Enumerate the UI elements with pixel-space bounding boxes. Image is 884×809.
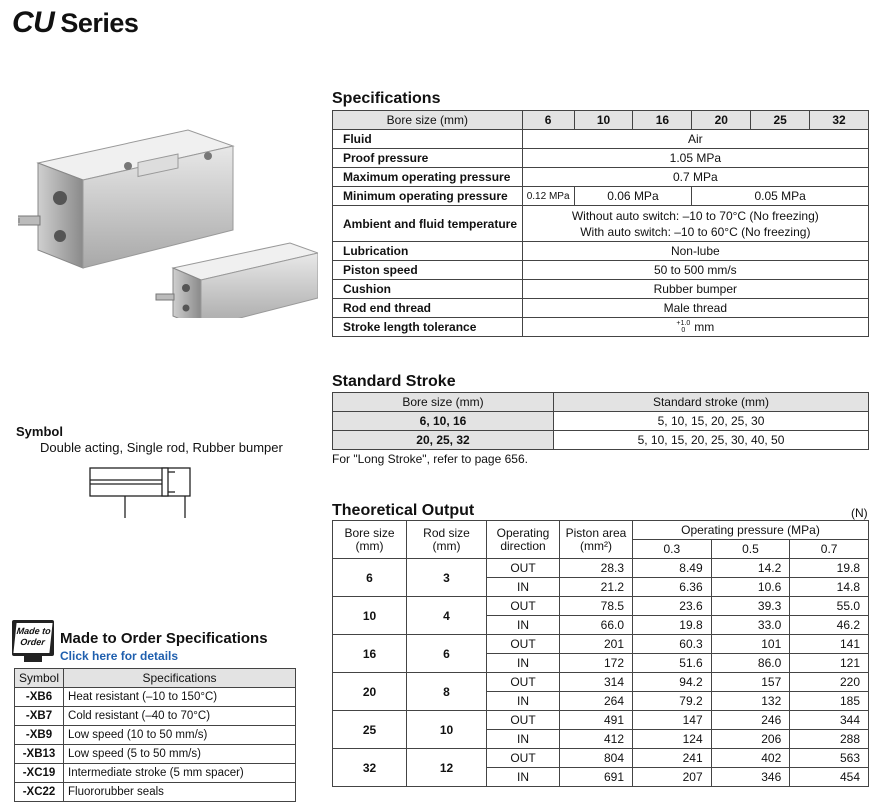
output-force: 101	[711, 635, 790, 654]
output-direction: OUT	[487, 673, 560, 692]
stroke-col-bore: Bore size (mm)	[333, 393, 554, 412]
mto-symbol: -XB13	[15, 745, 64, 764]
spec-value: 0.05 MPa	[692, 187, 869, 206]
pressure-col: 0.3	[633, 540, 712, 559]
spec-label: Stroke length tolerance	[333, 318, 523, 337]
output-force: 94.2	[633, 673, 712, 692]
output-force: 147	[633, 711, 712, 730]
output-bore: 10	[333, 597, 407, 635]
output-rod: 6	[407, 635, 487, 673]
mto-spec: Fluororubber seals	[64, 783, 296, 802]
output-force: 346	[711, 768, 790, 787]
spec-value: Male thread	[522, 299, 868, 318]
spec-label: Minimum operating pressure	[333, 187, 523, 206]
col-rod	[407, 521, 487, 559]
mto-spec: Intermediate stroke (5 mm spacer)	[64, 764, 296, 783]
mto-spec: Cold resistant (–40 to 70°C)	[64, 707, 296, 726]
output-direction: OUT	[487, 749, 560, 768]
stroke-bore: 20, 25, 32	[333, 431, 554, 450]
output-piston-area: 491	[560, 711, 633, 730]
output-row	[333, 559, 869, 578]
col-direction	[487, 521, 560, 559]
output-piston-area: 78.5	[560, 597, 633, 616]
cylinder-symbol-icon	[85, 458, 210, 520]
output-direction: IN	[487, 616, 560, 635]
stroke-col-stroke: Standard stroke (mm)	[554, 393, 869, 412]
mto-col-spec: Specifications	[64, 669, 296, 688]
standard-stroke-heading: Standard Stroke	[332, 373, 456, 390]
spec-value-ambient	[522, 206, 868, 242]
output-force: 55.0	[790, 597, 869, 616]
output-force: 157	[711, 673, 790, 692]
specifications-heading: Specifications	[332, 90, 441, 107]
output-direction: IN	[487, 578, 560, 597]
mto-symbol: -XB9	[15, 726, 64, 745]
made-to-order-badge-icon	[12, 620, 54, 662]
col-bore	[333, 521, 407, 559]
bore-size-header: Bore size (mm)	[333, 111, 523, 130]
spec-value: 0.12 MPa	[522, 187, 574, 206]
stroke-bore: 6, 10, 16	[333, 412, 554, 431]
output-force: 124	[633, 730, 712, 749]
mto-spec: Heat resistant (–10 to 150°C)	[64, 688, 296, 707]
output-force: 241	[633, 749, 712, 768]
output-row	[333, 635, 869, 654]
output-force: 79.2	[633, 692, 712, 711]
output-piston-area: 691	[560, 768, 633, 787]
made-to-order-heading: Made to Order Specifications	[60, 630, 268, 647]
output-piston-area: 21.2	[560, 578, 633, 597]
output-piston-area: 412	[560, 730, 633, 749]
mto-symbol: -XB6	[15, 688, 64, 707]
col-rod-line: Rod size	[423, 525, 470, 540]
spec-value: Rubber bumper	[522, 280, 868, 299]
output-rod: 4	[407, 597, 487, 635]
output-force: 402	[711, 749, 790, 768]
output-direction: IN	[487, 730, 560, 749]
page-title	[12, 6, 138, 40]
output-piston-area: 804	[560, 749, 633, 768]
output-piston-area: 28.3	[560, 559, 633, 578]
col-bore-line: (mm)	[355, 538, 384, 553]
bore-col: 20	[692, 111, 751, 130]
output-direction: IN	[487, 768, 560, 787]
col-bore-line: Bore size	[344, 525, 395, 540]
badge-line: Order	[19, 637, 46, 647]
output-bore: 6	[333, 559, 407, 597]
series-suffix: Series	[60, 8, 139, 38]
output-direction: OUT	[487, 635, 560, 654]
bore-col: 32	[810, 111, 869, 130]
output-piston-area: 314	[560, 673, 633, 692]
spec-value: Air	[522, 130, 868, 149]
tolerance-upper: +1.0	[676, 320, 691, 328]
output-force: 206	[711, 730, 790, 749]
symbol-heading: Symbol	[16, 424, 63, 439]
spec-value: 50 to 500 mm/s	[522, 261, 868, 280]
spec-label: Piston speed	[333, 261, 523, 280]
output-force: 39.3	[711, 597, 790, 616]
output-force: 8.49	[633, 559, 712, 578]
output-force: 23.6	[633, 597, 712, 616]
mto-col-symbol: Symbol	[15, 669, 64, 688]
output-force: 132	[711, 692, 790, 711]
output-direction: OUT	[487, 559, 560, 578]
output-direction: OUT	[487, 711, 560, 730]
symbol-description: Double acting, Single rod, Rubber bumper	[40, 440, 283, 455]
spec-label: Rod end thread	[333, 299, 523, 318]
output-force: 19.8	[790, 559, 869, 578]
output-force: 51.6	[633, 654, 712, 673]
col-operating-pressure: Operating pressure (MPa)	[633, 521, 869, 540]
output-bore: 32	[333, 749, 407, 787]
output-rod: 8	[407, 673, 487, 711]
output-force: 121	[790, 654, 869, 673]
output-row	[333, 711, 869, 730]
badge-line: Made to	[16, 626, 52, 636]
output-force: 344	[790, 711, 869, 730]
spec-label: Proof pressure	[333, 149, 523, 168]
stroke-note: For "Long Stroke", refer to page 656.	[332, 452, 528, 466]
output-force: 185	[790, 692, 869, 711]
spec-label: Cushion	[333, 280, 523, 299]
tolerance-lower: 0	[681, 327, 686, 335]
mto-spec: Low speed (5 to 50 mm/s)	[64, 745, 296, 764]
ambient-line: Without auto switch: –10 to 70°C (No freezing)	[571, 208, 819, 223]
bore-col: 16	[633, 111, 692, 130]
output-force: 46.2	[790, 616, 869, 635]
col-area-line: (mm²)	[580, 538, 612, 553]
output-force: 141	[790, 635, 869, 654]
spec-label: Lubrication	[333, 242, 523, 261]
mto-symbol: -XB7	[15, 707, 64, 726]
pressure-col: 0.7	[790, 540, 869, 559]
output-piston-area: 66.0	[560, 616, 633, 635]
output-direction: OUT	[487, 597, 560, 616]
ambient-line: With auto switch: –10 to 60°C (No freezing)	[580, 224, 811, 239]
bore-col: 6	[522, 111, 574, 130]
tolerance-unit: mm	[694, 319, 715, 334]
output-piston-area: 264	[560, 692, 633, 711]
col-direction-line: direction	[500, 538, 546, 553]
mto-symbol: -XC19	[15, 764, 64, 783]
theoretical-output-heading: Theoretical Output	[332, 502, 475, 519]
col-piston-area	[560, 521, 633, 559]
col-rod-line: (mm)	[432, 538, 461, 553]
output-piston-area: 201	[560, 635, 633, 654]
pressure-col: 0.5	[711, 540, 790, 559]
product-photo	[18, 118, 318, 318]
output-force: 220	[790, 673, 869, 692]
output-force: 6.36	[633, 578, 712, 597]
bore-col: 10	[574, 111, 633, 130]
output-force: 454	[790, 768, 869, 787]
made-to-order-table	[14, 668, 296, 802]
output-force: 33.0	[711, 616, 790, 635]
output-row	[333, 597, 869, 616]
series-name: CU	[12, 6, 55, 39]
output-force: 563	[790, 749, 869, 768]
bore-col: 25	[751, 111, 810, 130]
output-rod: 10	[407, 711, 487, 749]
spec-label: Ambient and fluid temperature	[333, 206, 523, 242]
output-piston-area: 172	[560, 654, 633, 673]
output-rod: 12	[407, 749, 487, 787]
spec-label: Fluid	[333, 130, 523, 149]
col-direction-line: Operating	[496, 525, 550, 540]
mto-symbol: -XC22	[15, 783, 64, 802]
output-bore: 20	[333, 673, 407, 711]
spec-value: Non-lube	[522, 242, 868, 261]
details-link[interactable]: Click here for details	[60, 649, 179, 663]
output-force: 60.3	[633, 635, 712, 654]
output-force: 14.8	[790, 578, 869, 597]
mto-spec: Low speed (10 to 50 mm/s)	[64, 726, 296, 745]
output-bore: 16	[333, 635, 407, 673]
output-force: 207	[633, 768, 712, 787]
specifications-table	[332, 110, 869, 337]
output-bore: 25	[333, 711, 407, 749]
output-force: 10.6	[711, 578, 790, 597]
output-row	[333, 749, 869, 768]
output-force: 14.2	[711, 559, 790, 578]
spec-value: 1.05 MPa	[522, 149, 868, 168]
output-unit: (N)	[851, 506, 868, 520]
spec-label: Maximum operating pressure	[333, 168, 523, 187]
spec-value-tolerance	[522, 318, 868, 337]
output-row	[333, 673, 869, 692]
standard-stroke-table	[332, 392, 869, 450]
col-area-line: Piston area	[565, 525, 627, 540]
output-force: 86.0	[711, 654, 790, 673]
theoretical-output-table	[332, 520, 869, 787]
output-direction: IN	[487, 654, 560, 673]
output-force: 288	[790, 730, 869, 749]
stroke-values: 5, 10, 15, 20, 25, 30, 40, 50	[554, 431, 869, 450]
output-force: 246	[711, 711, 790, 730]
stroke-values: 5, 10, 15, 20, 25, 30	[554, 412, 869, 431]
output-rod: 3	[407, 559, 487, 597]
output-force: 19.8	[633, 616, 712, 635]
spec-value: 0.7 MPa	[522, 168, 868, 187]
output-direction: IN	[487, 692, 560, 711]
spec-value: 0.06 MPa	[574, 187, 692, 206]
